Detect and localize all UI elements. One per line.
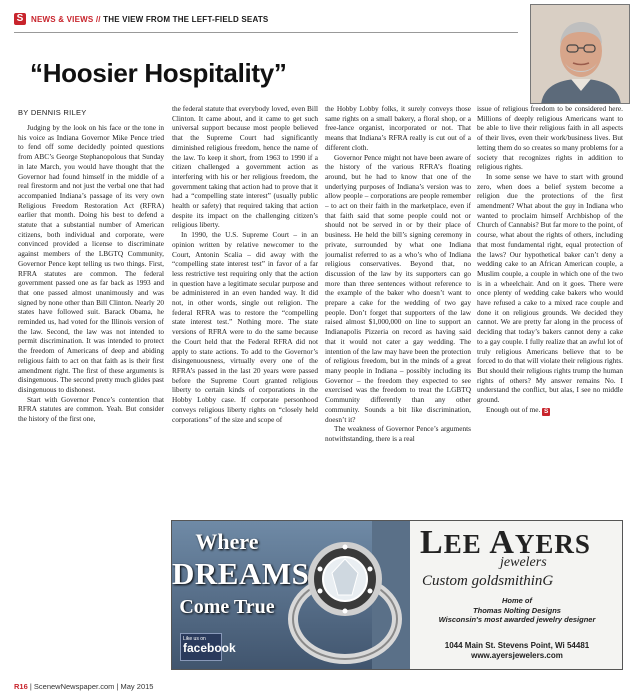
ad-tagline-come-true: Come True — [179, 596, 275, 618]
footer-separator: | — [116, 682, 119, 691]
footer-separator: | — [29, 682, 32, 691]
article-column-1 — [18, 123, 164, 663]
ad-home-of — [420, 596, 614, 625]
page-footer — [14, 682, 153, 691]
paragraph: the federal statute that everybody loved, even Bill Clinton. It came about, and it came to get such universal support because most people believed that the Supreme Court had significantly diminished religious freedom, hence the name of the law. To keep it short, from 1963 to 1990 if a citizen challenged a government action as interfering with his or her religious freedom, the government taking that action had to prove that it had a “compelling state interest” (usually public health or safety) that required taking that action despite its impact on the challenging citizen’s religious liberty. — [172, 104, 318, 230]
ad-address: 1044 Main St. Stevens Point, Wi 54481 — [444, 641, 590, 650]
ad-logo: LEE AYERS — [420, 524, 591, 561]
paragraph: The weakness of Governor Pence’s arguments notwithstanding, there is a real — [325, 424, 471, 443]
ad-website-link[interactable]: www.ayersjewelers.com — [471, 651, 563, 660]
jeweler-advertisement[interactable] — [171, 520, 623, 670]
byline: BY DENNIS RILEY — [18, 108, 87, 117]
ad-jewelers: jewelers — [500, 555, 547, 570]
paragraph: issue of religious freedom to be considered here. Millions of deeply religious Americans want to be able to live their religious faith in all aspects of their lives, even their work/business lives. But letting them do so creates so many problems for a society that recognizes rights in addition to religious rights. — [477, 104, 623, 172]
paragraph: In 1990, the U.S. Supreme Court – in an opinion written by relative newcomer to the Court, Antonin Scalia – did away with the “compelling state interest test” in favor of a far less restrictive test requiring only that the action in question have a legitimate secular purpose and be administered in an even handed way. It did not, in other words, single out religion. The federal RFRA was to restore the “compelling state interest test.” Nothing more. The state versions of RFRA were to do the same because the Court held that the Federal RFRA did not apply to state actions. To add to the Governor’s disingenuousness, virtually every one of the RFRA’s passed in the last 20 years were passed before the Supreme Court granted religious liberty to certain kinds of corporations in the Hobby Lobby case. If corporate personhood conveys religious liberty rights on “closely held corporations” of the size and scope of — [172, 230, 318, 424]
author-photo — [530, 4, 630, 104]
ad-tagline-where: Where — [195, 529, 259, 554]
facebook-like-text: Like us on — [183, 636, 206, 642]
column-name: THE VIEW FROM THE LEFT-FIELD SEATS — [103, 14, 269, 24]
ad-award-text: Wisconsin's most awarded jewelry designer — [438, 615, 596, 624]
paragraph: Judging by the look on his face or the tone in his voice as Indiana Governor Mike Pence tried to fend off some decidedly pointed questions from ABC’s George Stephanopolous that Sunday in late March, you would have thought that the Governor had found himself in the middle of a real firestorm and not just the verbal one that had accompanied Indiana’s passage of its very own Religious Freedom Restoration Act (RFRA) earlier that month. Doing his best to defend a statute that a substantial number of American citizens, both individual and corporate, were convinced provided a license to discriminate against members of the LBGTQ Community, Governor Pence kept telling us two things. First, RFRA statutes are common. The federal government passed one as far back as 1993 and that one passed almost unanimously and was signed by none other than Bill Clinton. Nearly 20 states have followed suit. Barack Obama, he reminded us, had voted for the Illinois version of the law. Second, the law was not intended to permit discrimination. It was intended to protect the freedom of Americans of deep and abiding religious faith to act on that faith as is their first amendment right. The first of these arguments is disingenuous. The second pretty much glides past disingenuous to dishonest. — [18, 123, 164, 394]
page-number: R16 — [14, 682, 28, 691]
section-separator: // — [95, 14, 101, 24]
ad-info-panel — [410, 521, 623, 670]
article-column-2 — [172, 104, 318, 512]
paragraph: the Hobby Lobby folks, it surely conveys those same rights on a small bakery, a floral shop, or a free-lance organist, incorporated or not. That means that Indiana’s RFRA really is cut out of a different cloth. — [325, 104, 471, 152]
ad-home-of-label: Home of — [502, 596, 532, 605]
ad-tagline-dreams: DREAMS — [172, 556, 310, 591]
article-column-4 — [477, 104, 623, 512]
header-divider — [14, 32, 518, 33]
paragraph-last — [477, 405, 623, 416]
section-header — [14, 12, 268, 26]
ad-designer-name: Thomas Nolting Designs — [473, 605, 561, 615]
paragraph: Start with Governor Pence’s contention that RFRA statutes are common. Yeah. But consider the history of the first one, — [18, 394, 164, 424]
facebook-badge[interactable] — [180, 633, 236, 661]
section-badge: S — [14, 13, 26, 25]
section-name: NEWS & VIEWS — [31, 14, 94, 24]
facebook-icon: facebook — [183, 641, 236, 655]
article-column-3 — [325, 104, 471, 512]
end-mark-icon: S — [543, 407, 549, 415]
footer-site[interactable]: ScenewNewspaper.com — [33, 682, 115, 691]
paragraph: Governor Pence might not have been aware of the history of the various RFRA’s floating around, but he had to know that one of the underlying purposes of Indiana’s version was to allow people – corporations are people remember – to act on their faith in the marketplace, even if that faith said that some people could not or should not be served in or by their place of business. He held the bill’s signing ceremony in private, surrounded by what one Indiana journalist referred to as a who’s who of Indiana religious conservatives. Beyond that, no discussion of the law by its supporters can go more than three sentences without reference to the example of the baker who doesn’t want to prepare a cake for the wedding of two gay people. Don’t forget that supporters of the law raised almost $1,000,000 on line to support an Indianapolis Pizzeria on record as having said that it would not cater a gay wedding. The intention of the law may have been the protection of religious freedom, but in the minds of a great many people in Indiana – possibly including its Governor – the freedom they expected to see exercised was the freedom to treat the LGBTQ Community differently than any other community. Sounds a bit like discrimination, doesn’t it? — [325, 152, 471, 424]
footer-date: May 2015 — [120, 682, 154, 691]
closing-text: Enough out of me. — [486, 404, 541, 414]
diamond-ring-icon — [280, 529, 410, 667]
ad-custom-goldsmithing: Custom goldsmithinG — [422, 573, 554, 589]
article-title: “Hoosier Hospitality” — [30, 58, 287, 88]
ad-address-block — [420, 641, 614, 661]
section-label — [31, 15, 268, 24]
paragraph: In some sense we have to start with ground zero, when does a belief system become a religion due the protections of the first amendment? What about the guy in Indiana who wanted to proclaim himself Archbishop of the Church of Cannabis? But far more to the point, of course, what about the rights of others, including that most fundamental right, equal protection of the laws? Our hypothetical baker can’t deny a wedding cake to an African American couple, a Muslim couple, a couple in which one of the two is in a wheelchair. And on it goes. There were once plenty of wedding cake bakers who would have refused a cake to a mixed race couple and done it on religious grounds. We decided they cannot. We are pretty far along in the process of deciding that today’s bakers cannot deny a cake to a gay couple. I fully realize that an awful lot of truly religious Americans believe that to be forced to do that will violate their religious rights. But should their religious rights trump the human rights of others? My answer remains No. I understand the conflict, but alas, I see no middle ground. — [477, 171, 623, 405]
